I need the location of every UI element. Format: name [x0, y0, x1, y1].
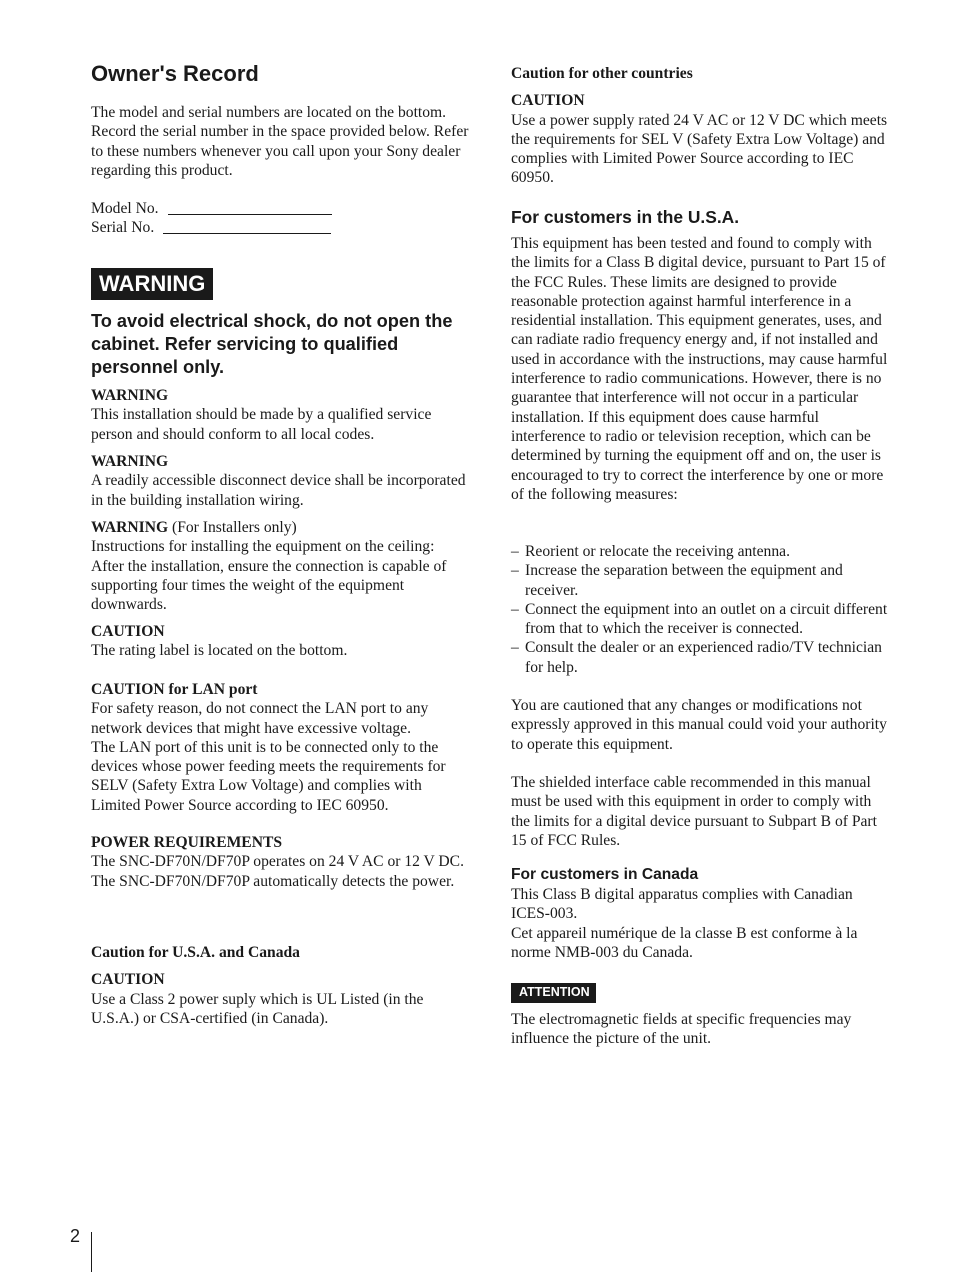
- page-number: 2: [70, 1226, 81, 1246]
- canada-text-2: Cet appareil numérique de la classe B est conforme à la norme NMB-003 du Canada.: [511, 924, 858, 961]
- usa-para-2: You are cautioned that any changes or modifications not expressly approved in this manual could void your authority to operate this equipment.: [511, 697, 887, 753]
- caution-lan-label: CAUTION for LAN port: [91, 681, 258, 698]
- list-item: – Consult the dealer or an experienced radio/TV technician for help.: [511, 638, 893, 677]
- owners-record-body: The model and serial numbers are located on the bottom. Record the serial number in the space provided below. Refer to these numbers whenever you call upon your Sony dealer regarding this product.: [91, 104, 469, 179]
- warning-suffix-3: (For Installers only): [168, 519, 297, 536]
- serial-no-row: [91, 218, 331, 237]
- warning-block-3: [91, 518, 469, 614]
- canada-heading: For customers in Canada: [511, 866, 699, 883]
- list-item: – Reorient or relocate the receiving antenna.: [511, 542, 893, 561]
- attention-badge: ATTENTION: [511, 983, 596, 1003]
- usa-para-1: This equipment has been tested and found to comply with the limits for a Class B digital device, pursuant to Part 15 of the FCC Rules. These limits are designed to provide reasonable protection against harmful interference in a residential installation. This equipment generates, uses, and can radiate radio frequency energy and, if not installed and used in accordance with the instructions, may cause harmful interference to radio communications. However, there is no guarantee that interference will not occur in a particular installation. If this equipment does cause harmful interference to radio or television reception, which can be determined by turning the equipment off and on, the user is encouraged to try to correct the interference by one or more of the following measures:: [511, 235, 888, 503]
- warning-label-1: WARNING: [91, 387, 169, 404]
- warning-label-2: WARNING: [91, 453, 169, 470]
- usa-measures-list: [511, 542, 893, 677]
- warning-block-1: [91, 386, 469, 444]
- caution-other-heading: Caution for other countries: [511, 65, 693, 82]
- warning-text-1: This installation should be made by a qualified service person and should conform to all local codes.: [91, 406, 432, 443]
- list-item: – Connect the equipment into an outlet on a circuit different from that to which the receiver is connected.: [511, 600, 893, 639]
- caution-usa-canada-heading: Caution for U.S.A. and Canada: [91, 944, 300, 961]
- caution-lan-text-1: For safety reason, do not connect the LAN port to any network devices that might have excessive voltage.: [91, 700, 429, 737]
- caution-usa-canada-text: Use a Class 2 power suply which is UL Listed (in the U.S.A.) or CSA-certified (in Canada).: [91, 990, 424, 1027]
- power-text-2: The SNC-DF70N/DF70P automatically detects the power.: [91, 872, 455, 890]
- caution-text-1: The rating label is located on the bottom.: [91, 642, 348, 660]
- caution-other-text: Use a power supply rated 24 V AC or 12 V DC which meets the requirements for SEL V (Safety Extra Low Voltage) and complies with Limited Power Source according to IEC 60950.: [511, 111, 888, 187]
- power-label: POWER REQUIREMENTS: [91, 834, 283, 851]
- model-no-row: [91, 199, 332, 218]
- model-no-blank: [168, 213, 332, 215]
- power-block: [91, 833, 466, 891]
- serial-no-label: Serial No.: [91, 219, 155, 236]
- shock-warning: To avoid electrical shock, do not open the cabinet. Refer servicing to qualified personnel only.: [91, 311, 453, 377]
- caution-other-block: [511, 64, 889, 188]
- attention-badge-wrap: [511, 983, 596, 1003]
- caution-other-label: CAUTION: [511, 92, 585, 110]
- warning-label-3: WARNING: [91, 519, 169, 536]
- caution-usa-canada-label: CAUTION: [91, 971, 165, 989]
- model-no-label: Model No.: [91, 200, 159, 217]
- caution-block-1: [91, 622, 469, 661]
- warning-banner-label: WARNING: [91, 268, 213, 300]
- power-text-1: The SNC-DF70N/DF70P operates on 24 V AC or 12 V DC.: [91, 853, 464, 871]
- warning-banner: [91, 268, 213, 300]
- caution-lan-block: [91, 680, 469, 815]
- list-item: – Increase the separation between the equipment and receiver.: [511, 561, 893, 600]
- serial-no-blank: [163, 232, 331, 234]
- usa-para-3: The shielded interface cable recommended in this manual must be used with this equipment in order to comply with the limits for a digital device pursuant to Subpart B of Part 15 of FCC Rules.: [511, 774, 877, 849]
- caution-lan-text-2: The LAN port of this unit is to be connected only to the devices whose power feeding meets the requirements for SELV (Safety Extra Low Voltage) and complies with Limited Power Source according to IEC 60950.: [91, 738, 446, 814]
- caution-usa-canada-block: [91, 943, 469, 1028]
- warning-text-3: Instructions for installing the equipment on the ceiling: After the installation, ensure the connection is capable of supporting four times the weight of the equipment downwards.: [91, 538, 447, 614]
- caution-label-1: CAUTION: [91, 623, 165, 640]
- canada-text-block: [511, 885, 893, 962]
- warning-text-2: A readily accessible disconnect device shall be incorporated in the building installation wiring.: [91, 472, 466, 509]
- page-number-divider: [91, 1232, 92, 1272]
- owners-record-title: Owner's Record: [91, 61, 259, 86]
- canada-text-1: This Class B digital apparatus complies with Canadian ICES-003.: [511, 886, 853, 923]
- attention-text: The electromagnetic fields at specific frequencies may influence the picture of the unit.: [511, 1011, 852, 1048]
- warning-block-2: [91, 452, 469, 510]
- usa-heading: For customers in the U.S.A.: [511, 207, 740, 227]
